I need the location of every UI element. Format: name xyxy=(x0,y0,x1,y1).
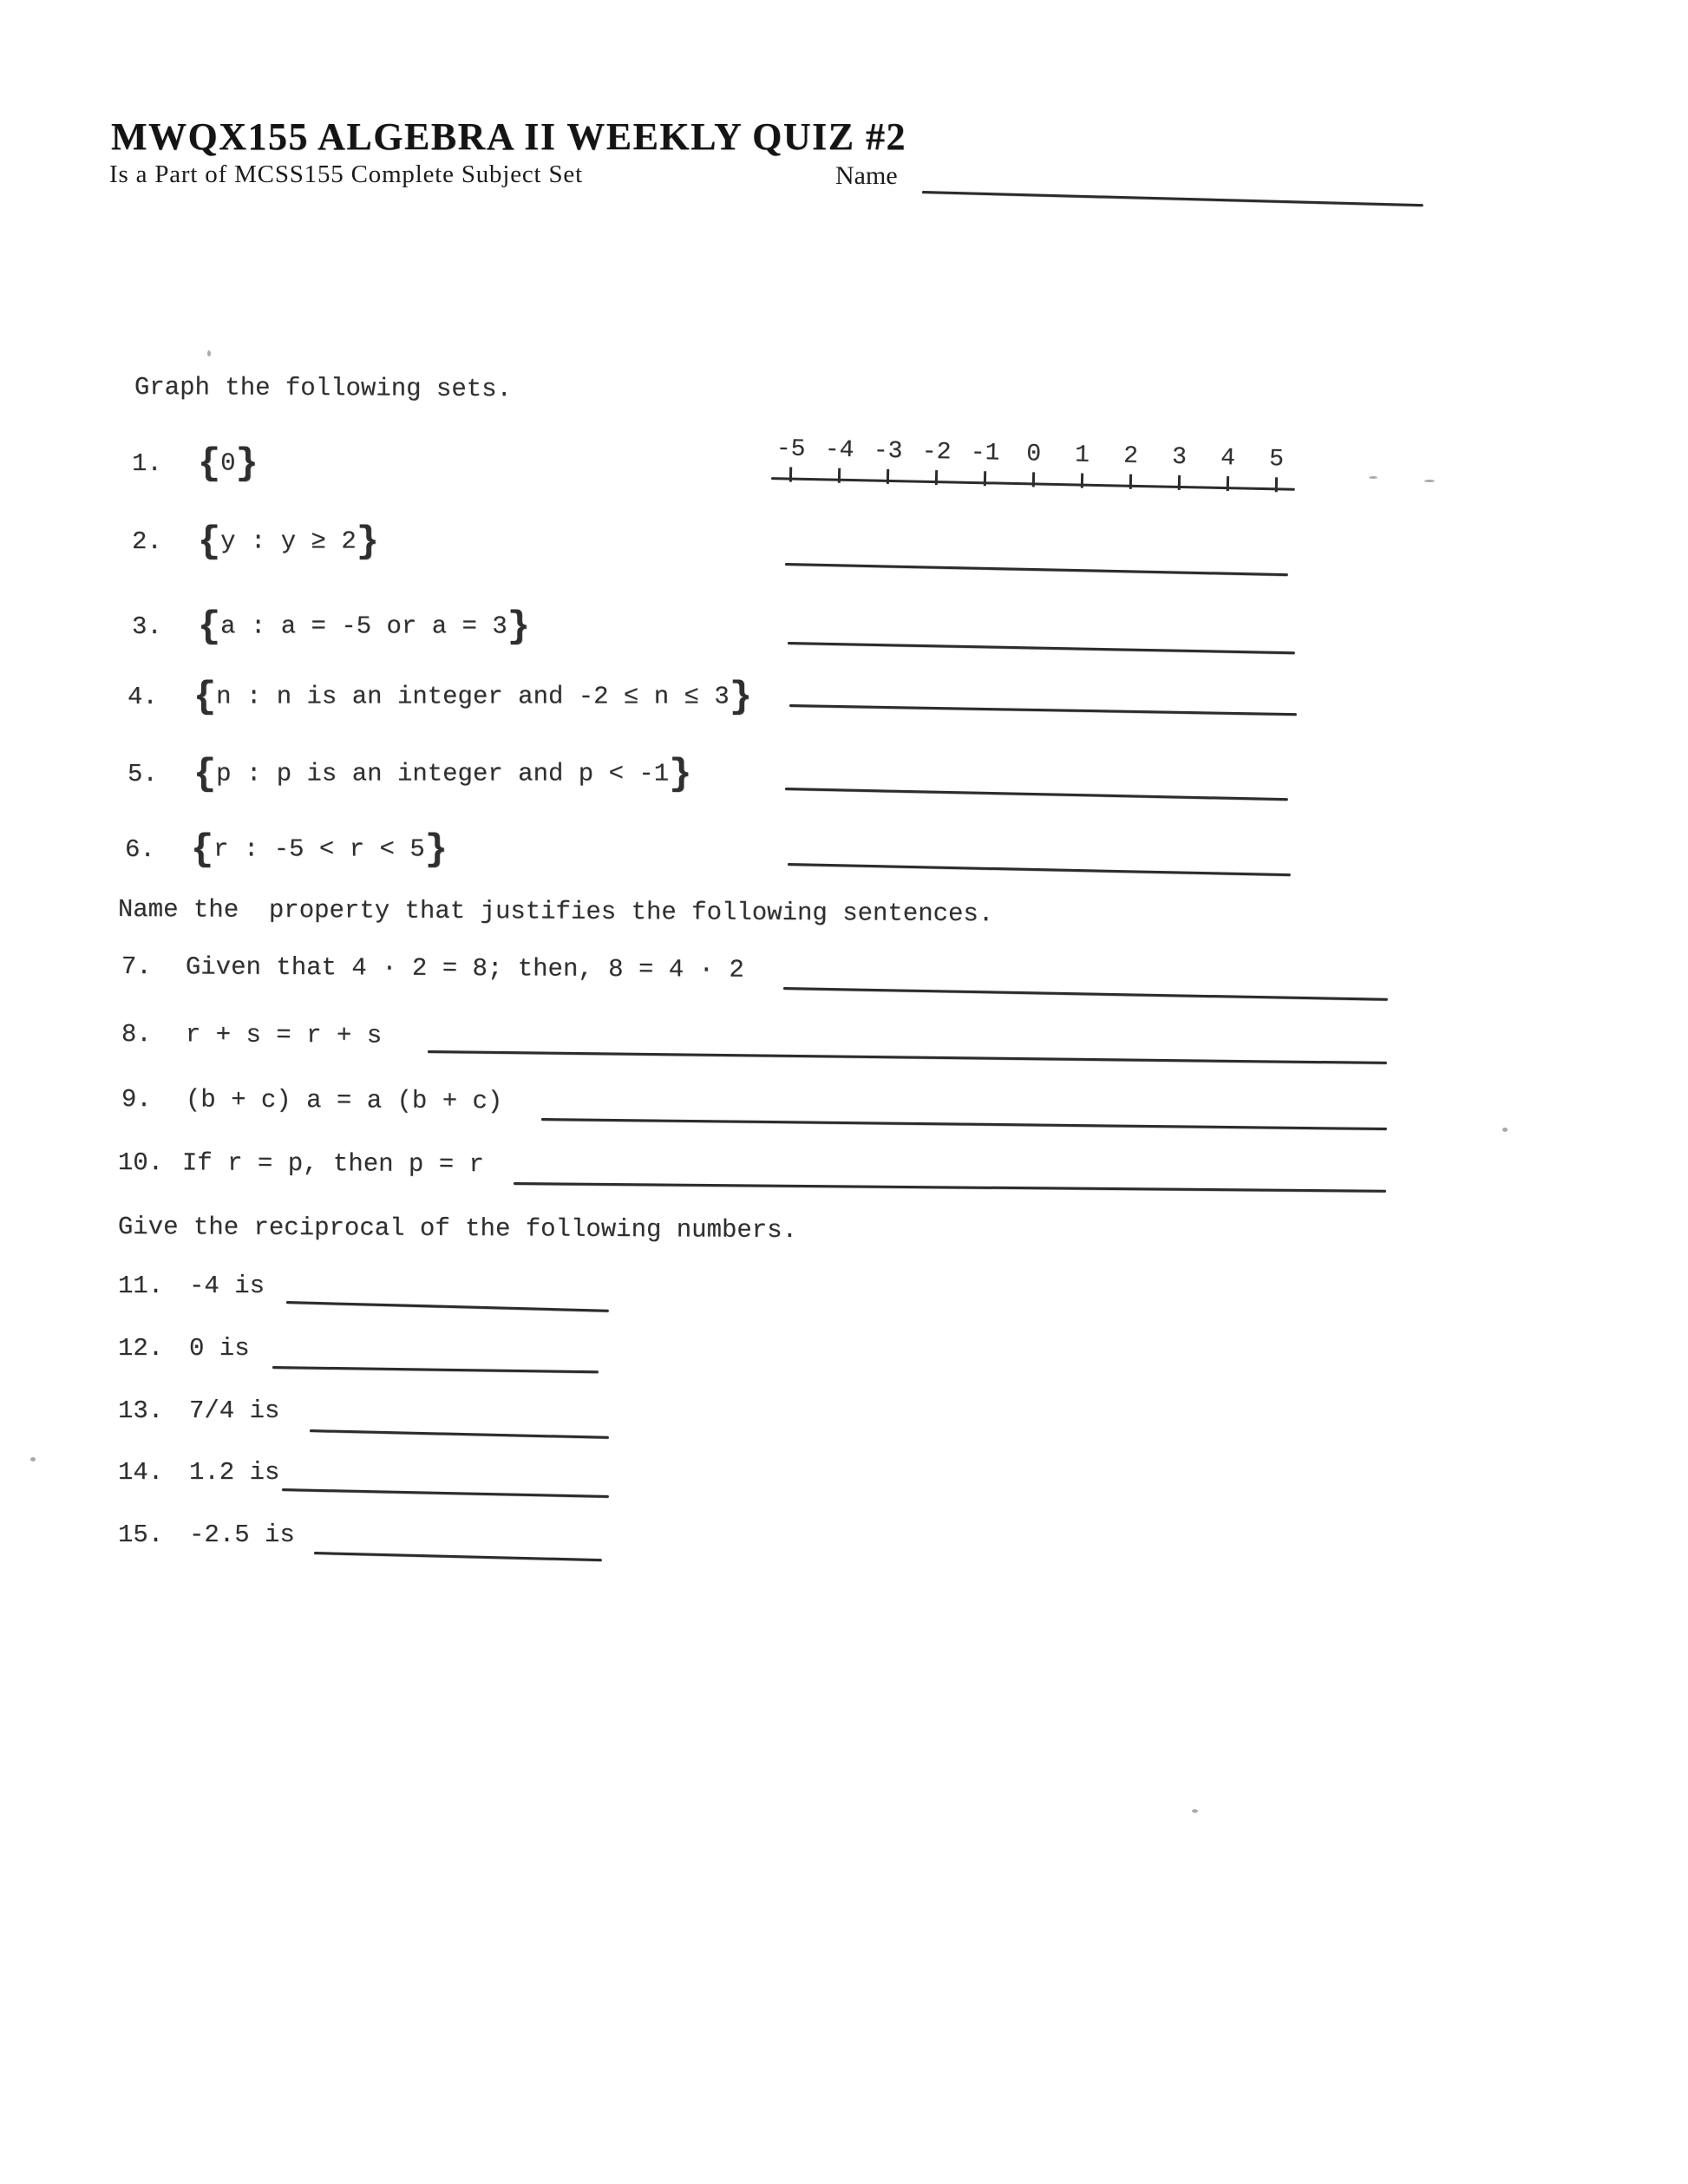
open-brace: { xyxy=(193,677,217,719)
open-brace: { xyxy=(198,606,221,649)
item-number: 11. xyxy=(118,1272,164,1300)
tick-label: 1 xyxy=(1074,441,1090,469)
scan-speck xyxy=(1502,1128,1508,1132)
graph-item-1 xyxy=(132,442,258,487)
statement: 1.2 is xyxy=(189,1458,280,1487)
answer-blank-12[interactable] xyxy=(272,1366,599,1373)
item-number: 4. xyxy=(128,682,158,711)
open-brace: { xyxy=(198,521,221,564)
answer-blank-13[interactable] xyxy=(310,1429,609,1439)
graph-item-3 xyxy=(132,605,530,651)
close-brace: } xyxy=(424,829,448,872)
item-number: 5. xyxy=(128,759,158,788)
statement: If r = p, then p = r xyxy=(181,1148,485,1180)
answer-blank-8[interactable] xyxy=(428,1050,1387,1064)
scan-speck xyxy=(207,350,211,356)
close-brace: } xyxy=(507,606,530,649)
answer-blank-9[interactable] xyxy=(541,1118,1387,1130)
answer-blank-11[interactable] xyxy=(286,1301,609,1312)
statement: -4 is xyxy=(189,1272,265,1300)
close-brace: } xyxy=(669,754,692,796)
name-blank-line[interactable] xyxy=(922,191,1423,206)
set-expression: y : y ≥ 2 xyxy=(220,526,357,556)
answer-blank-4[interactable] xyxy=(789,704,1297,716)
answer-blank-6[interactable] xyxy=(788,863,1291,876)
item-number: 8. xyxy=(121,1020,152,1049)
item-number: 2. xyxy=(132,526,162,556)
item-number: 7. xyxy=(121,952,152,982)
number-line xyxy=(766,435,1301,491)
item-number: 12. xyxy=(118,1334,164,1363)
item-number: 13. xyxy=(118,1396,164,1425)
reciprocal-item-11 xyxy=(118,1272,265,1302)
answer-blank-10[interactable] xyxy=(514,1182,1386,1193)
open-brace: { xyxy=(191,829,214,872)
tick-label: -3 xyxy=(873,437,903,466)
tick-label: 3 xyxy=(1171,443,1187,472)
set-expression: 0 xyxy=(220,448,236,478)
reciprocal-item-15 xyxy=(118,1520,295,1551)
graph-item-6 xyxy=(125,828,448,873)
property-item-7 xyxy=(121,952,744,986)
property-item-9 xyxy=(121,1085,503,1117)
tick-label: 2 xyxy=(1122,442,1139,470)
item-number: 14. xyxy=(118,1458,164,1487)
reciprocal-instruction: Give the reciprocal of the following numbers. xyxy=(117,1213,798,1246)
graph-instruction: Graph the following sets. xyxy=(134,373,513,404)
item-number: 15. xyxy=(118,1520,164,1549)
page-subtitle: Is a Part of MCSS155 Complete Subject Set xyxy=(109,160,583,188)
statement: (b + c) a = a (b + c) xyxy=(185,1085,503,1116)
statement: -2.5 is xyxy=(189,1520,295,1549)
reciprocal-item-13 xyxy=(118,1396,279,1427)
close-brace: } xyxy=(729,677,752,719)
scan-speck xyxy=(1192,1809,1198,1813)
property-instruction: Name the property that justifies the following sentences. xyxy=(117,895,994,929)
name-label: Name xyxy=(835,161,898,190)
answer-blank-7[interactable] xyxy=(783,987,1388,1001)
reciprocal-item-14 xyxy=(118,1458,279,1488)
tick-label: 4 xyxy=(1220,444,1236,473)
tick-label: 5 xyxy=(1268,446,1285,474)
item-number: 9. xyxy=(121,1085,152,1115)
item-number: 6. xyxy=(125,834,155,864)
scan-speck xyxy=(1369,476,1377,479)
close-brace: } xyxy=(356,521,379,564)
answer-blank-2[interactable] xyxy=(785,563,1288,576)
statement: 0 is xyxy=(189,1334,250,1363)
graph-item-5 xyxy=(128,753,691,798)
item-number: 3. xyxy=(132,611,162,641)
property-item-8 xyxy=(121,1020,382,1051)
answer-blank-14[interactable] xyxy=(282,1488,609,1498)
graph-item-2 xyxy=(132,520,379,566)
tick-label: -1 xyxy=(970,439,1000,468)
tick-label: 0 xyxy=(1025,441,1042,468)
open-brace: { xyxy=(193,754,217,796)
set-expression: p : p is an integer and p < -1 xyxy=(216,759,670,788)
scan-speck xyxy=(1424,480,1435,482)
set-expression: n : n is an integer and -2 ≤ n ≤ 3 xyxy=(216,682,730,711)
property-item-10 xyxy=(118,1148,484,1180)
item-number: 10. xyxy=(117,1148,164,1178)
open-brace: { xyxy=(198,443,221,486)
answer-blank-5[interactable] xyxy=(785,788,1288,801)
answer-blank-3[interactable] xyxy=(788,642,1295,654)
set-expression: a : a = -5 or a = 3 xyxy=(220,611,507,641)
reciprocal-item-12 xyxy=(118,1334,250,1364)
tick-label: -4 xyxy=(824,436,854,465)
set-expression: r : -5 < r < 5 xyxy=(213,834,425,864)
item-number: 1. xyxy=(132,448,162,478)
statement: 7/4 is xyxy=(189,1396,280,1425)
page-title: MWQX155 ALGEBRA II WEEKLY QUIZ #2 xyxy=(111,115,907,158)
close-brace: } xyxy=(235,443,258,486)
scan-speck xyxy=(30,1457,36,1461)
statement: r + s = r + s xyxy=(185,1020,383,1050)
statement: Given that 4 · 2 = 8; then, 8 = 4 · 2 xyxy=(185,952,744,984)
graph-item-4 xyxy=(128,676,752,721)
answer-blank-15[interactable] xyxy=(314,1552,602,1561)
tick-label: -2 xyxy=(921,438,952,467)
tick-label: -5 xyxy=(775,435,806,463)
